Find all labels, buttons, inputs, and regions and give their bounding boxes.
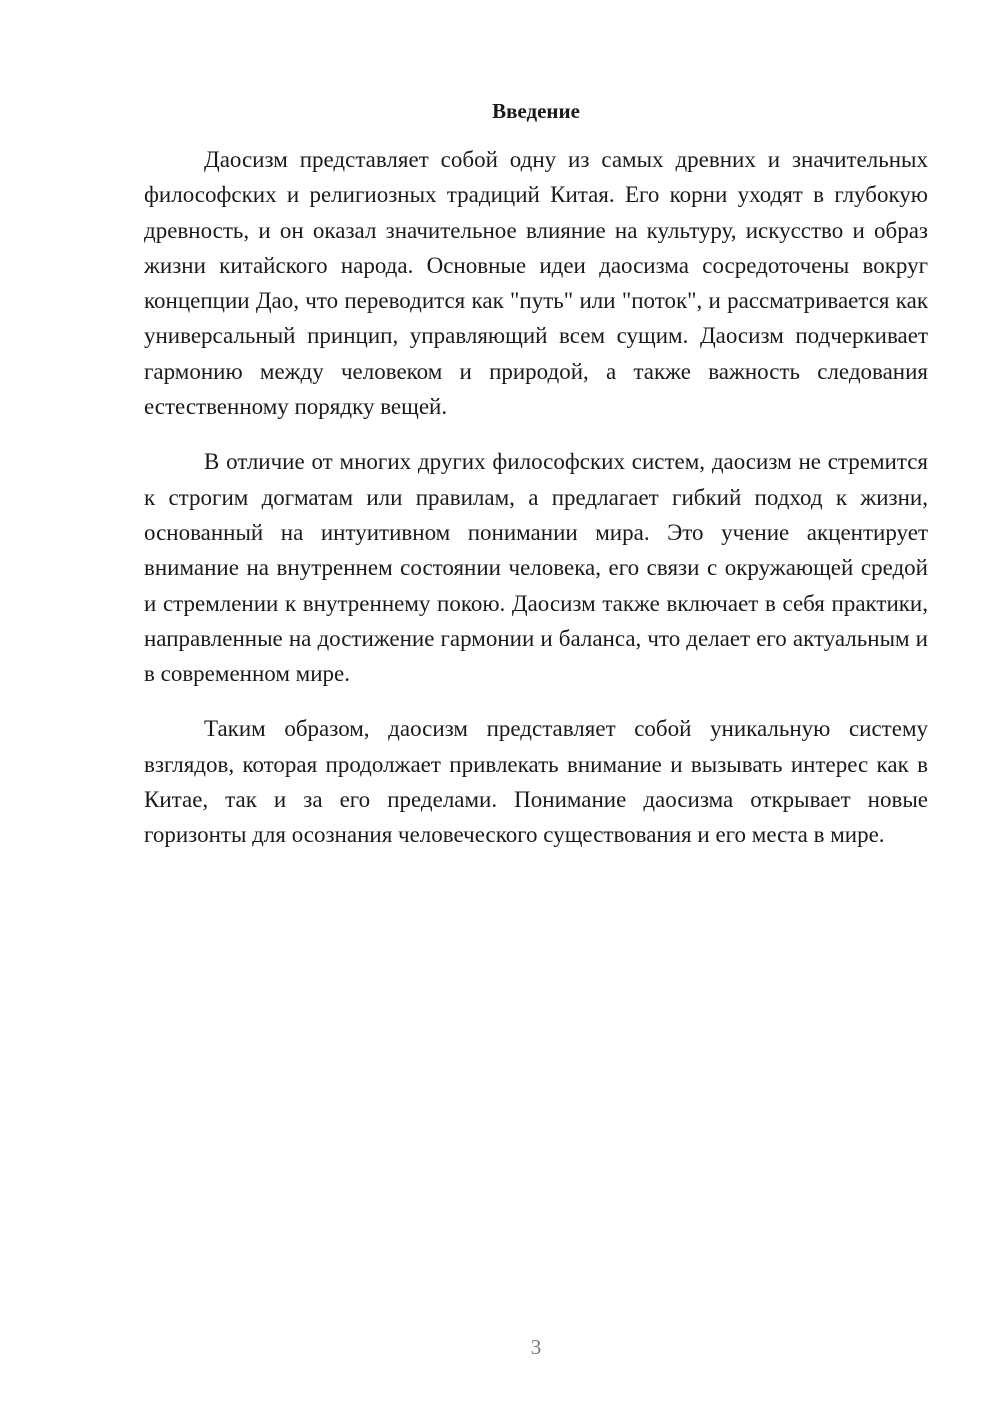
paragraph-2: В отличие от многих других философских систем, даосизм не стремится к строгим догматам или правилам, а предлагает гибкий подход к жизни, основанный на интуитивном понимании мира. Это учение акцентирует внимание на внутреннем состоянии человека, его связи с окружающей средой и стремлении к внутреннему покою. Даосизм также включает в себя практики, направленные на достижение гармонии и баланса, что делает его актуальным и в современном мире. (144, 449, 928, 687)
section-title: Введение (492, 99, 580, 123)
page-number: 3 (530, 1335, 542, 1359)
body-text (144, 142, 928, 873)
paragraph-3: Таким образом, даосизм представляет собой уникальную систему взглядов, которая продолжает привлекать внимание и вызывать интерес как в Китае, так и за его пределами. Понимание даосизма открывает новые горизонты для осознания человеческого существования и его места в мире. (144, 716, 928, 848)
paragraph-1: Даосизм представляет собой одну из самых древних и значительных философских и религиозных традиций Китая. Его корни уходят в глубокую древность, и он оказал значительное влияние на культуру, искусство и образ жизни китайского народа. Основные идеи даосизма сосредоточены вокруг концепции Дао, что переводится как "путь" или "поток", и рассматривается как универсальный принцип, управляющий всем сущим. Даосизм подчеркивает гармонию между человеком и природой, а также важность следования естественному порядку вещей. (144, 147, 928, 420)
